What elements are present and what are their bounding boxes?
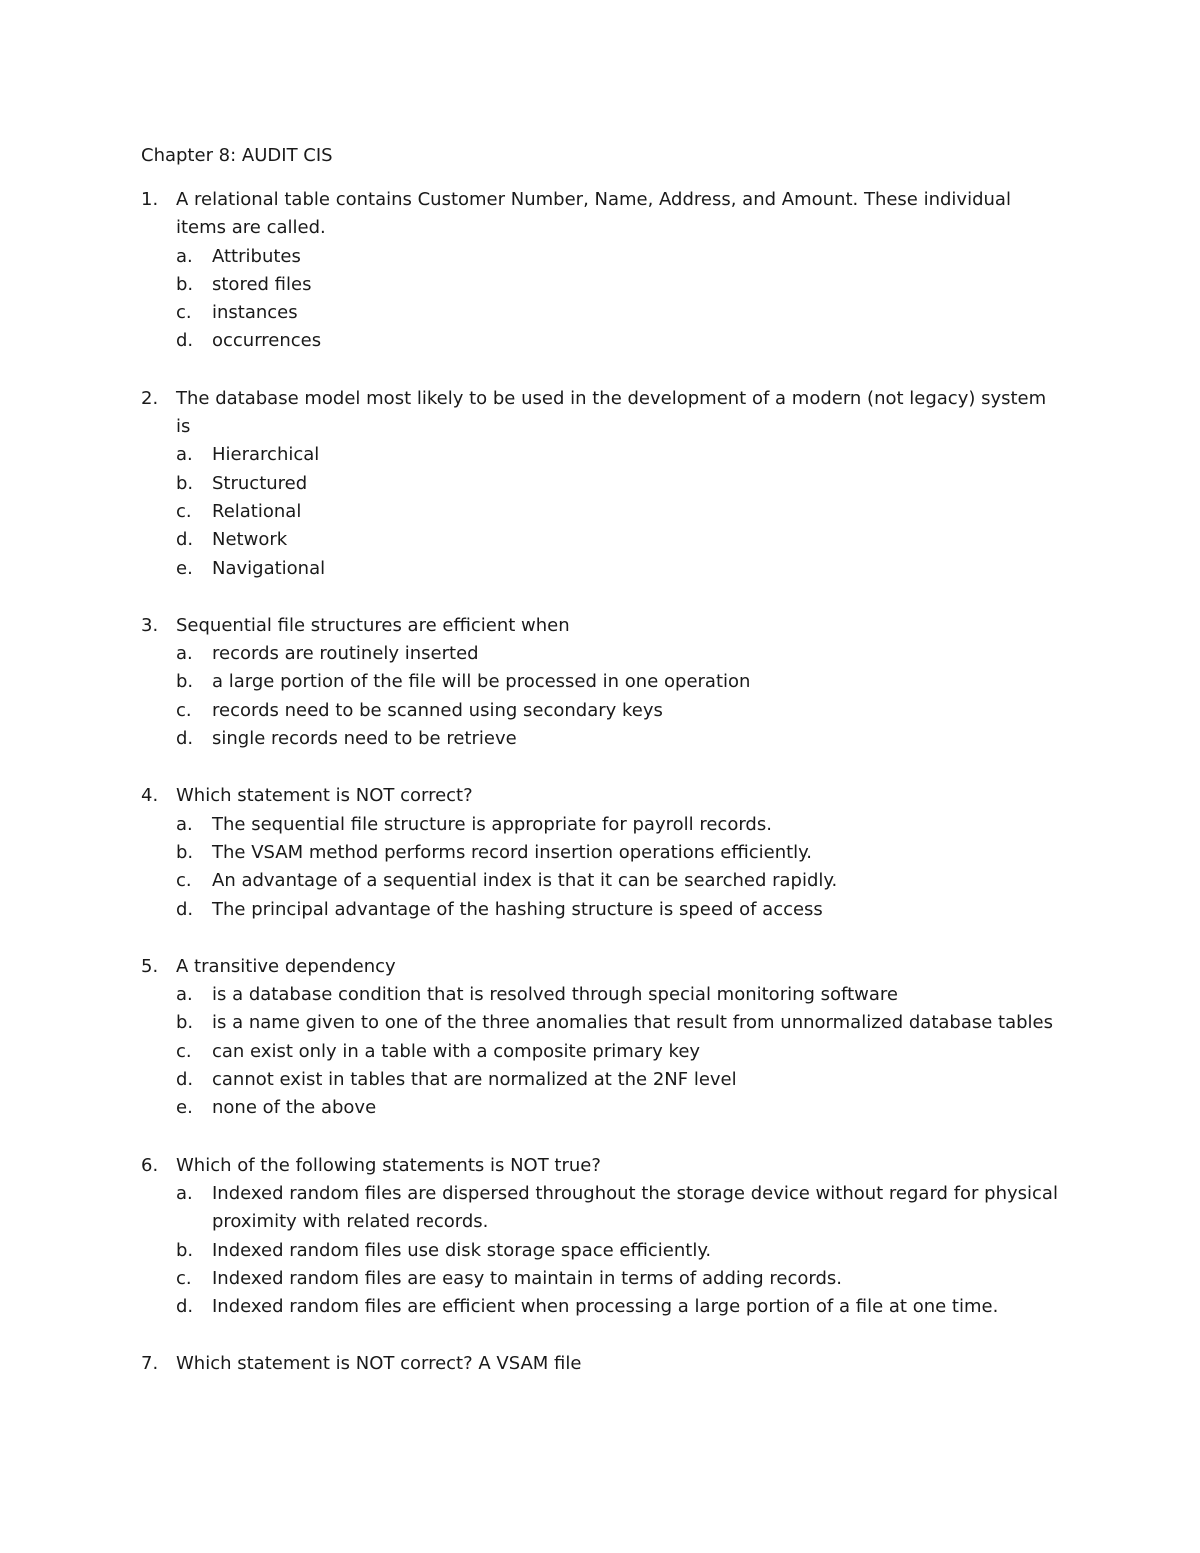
option-text: Network	[212, 529, 288, 551]
question-text: Sequential file structures are efficient when	[176, 614, 570, 636]
option-text: The VSAM method performs record insertion operations efficiently.	[212, 841, 812, 863]
question-number: 1.	[141, 189, 159, 210]
question-text: Which of the following statements is NOT true?	[176, 1154, 601, 1176]
answer-option	[176, 839, 1061, 867]
answer-option	[176, 555, 1061, 583]
answer-option	[176, 1066, 1061, 1094]
option-text: single records need to be retrieve	[212, 728, 517, 750]
answer-option	[176, 271, 1061, 299]
option-letter: a.	[176, 643, 193, 665]
answer-option	[176, 981, 1061, 1009]
option-letter: d.	[176, 1296, 194, 1318]
option-letter: e.	[176, 557, 193, 579]
option-letter: b.	[176, 671, 194, 693]
option-text: Attributes	[212, 245, 301, 267]
option-letter: a.	[176, 1182, 193, 1204]
question-number: 6.	[141, 1154, 159, 1176]
answer-option	[176, 1180, 1061, 1237]
answer-option	[176, 668, 1061, 696]
document-title: Chapter 8: AUDIT CIS	[141, 145, 333, 166]
option-text: none of the above	[212, 1097, 377, 1119]
option-text: is a name given to one of the three anomalies that result from unnormalized database tables	[212, 1012, 1054, 1034]
answer-option	[176, 1293, 1061, 1321]
question-item	[141, 612, 1061, 753]
option-letter: d.	[176, 898, 194, 920]
option-text: can exist only in a table with a composite primary key	[212, 1040, 701, 1062]
answer-option	[176, 1237, 1061, 1265]
option-text: Indexed random files are efficient when processing a large portion of a file at one time.	[212, 1296, 999, 1318]
question-text: Which statement is NOT correct?	[176, 785, 473, 807]
answer-option	[176, 1038, 1061, 1066]
question-item	[141, 953, 1061, 1123]
option-letter: a.	[176, 984, 193, 1006]
question-item	[141, 186, 1061, 356]
option-text: is a database condition that is resolved through special monitoring software	[212, 984, 898, 1006]
option-text: Navigational	[212, 557, 326, 579]
option-list	[176, 1180, 1061, 1321]
answer-option	[176, 1009, 1061, 1037]
answer-option	[176, 526, 1061, 554]
answer-option	[176, 498, 1061, 526]
answer-option	[176, 1094, 1061, 1122]
option-letter: d.	[176, 330, 194, 352]
question-item	[141, 1350, 1061, 1378]
option-letter: a.	[176, 813, 193, 835]
option-letter: a.	[176, 444, 193, 466]
answer-option	[176, 811, 1061, 839]
option-letter: b.	[176, 841, 194, 863]
option-text: Hierarchical	[212, 444, 320, 466]
option-letter: b.	[176, 1012, 194, 1034]
option-letter: c.	[176, 870, 192, 892]
option-letter: d.	[176, 1069, 194, 1091]
option-text: An advantage of a sequential index is that it can be searched rapidly.	[212, 870, 838, 892]
question-text: The database model most likely to be used in the development of a modern (not legacy) system is	[176, 387, 1047, 438]
answer-option	[176, 299, 1061, 327]
option-text: records are routinely inserted	[212, 643, 479, 665]
option-letter: d.	[176, 529, 194, 551]
answer-option	[176, 725, 1061, 753]
option-text: Indexed random files are easy to maintain in terms of adding records.	[212, 1267, 843, 1289]
option-text: cannot exist in tables that are normalized at the 2NF level	[212, 1069, 737, 1091]
option-letter: c.	[176, 1040, 192, 1062]
option-letter: c.	[176, 500, 192, 522]
option-letter: d.	[176, 728, 194, 750]
option-letter: b.	[176, 472, 194, 494]
answer-option	[176, 697, 1061, 725]
question-number: 7.	[141, 1353, 159, 1375]
option-text: instances	[212, 302, 298, 324]
question-number: 4.	[141, 785, 159, 807]
option-list	[176, 811, 1061, 924]
option-letter: c.	[176, 1267, 192, 1289]
answer-option	[176, 441, 1061, 469]
option-text: Structured	[212, 472, 308, 494]
option-text: Relational	[212, 500, 302, 522]
question-text: A relational table contains Customer Number, Name, Address, and Amount. These individual items are called.	[176, 189, 1011, 239]
option-letter: a.	[176, 245, 193, 267]
answer-option	[176, 327, 1061, 355]
option-text: occurrences	[212, 330, 322, 352]
option-text: a large portion of the file will be processed in one operation	[212, 671, 751, 693]
question-item	[141, 385, 1061, 583]
option-letter: e.	[176, 1097, 193, 1119]
option-list	[176, 640, 1061, 753]
answer-option	[176, 470, 1061, 498]
option-list	[176, 981, 1061, 1122]
option-text: The sequential file structure is appropriate for payroll records.	[212, 813, 772, 835]
option-text: Indexed random files use disk storage space efficiently.	[212, 1239, 712, 1261]
option-text: The principal advantage of the hashing structure is speed of access	[212, 898, 823, 920]
option-letter: c.	[176, 699, 192, 721]
question-number: 3.	[141, 614, 159, 636]
option-letter: b.	[176, 1239, 194, 1261]
option-text: Indexed random files are dispersed throughout the storage device without regard for physical proximity with related records.	[212, 1182, 1058, 1233]
option-list	[176, 441, 1061, 582]
question-item	[141, 1152, 1061, 1322]
answer-option	[176, 243, 1061, 271]
option-letter: b.	[176, 273, 194, 295]
question-list	[141, 186, 1061, 1408]
question-number: 5.	[141, 955, 159, 977]
answer-option	[176, 896, 1061, 924]
question-text: A transitive dependency	[176, 955, 396, 977]
answer-option	[176, 867, 1061, 895]
option-list	[176, 243, 1061, 356]
option-text: records need to be scanned using secondary keys	[212, 699, 663, 721]
answer-option	[176, 1265, 1061, 1293]
option-letter: c.	[176, 302, 192, 324]
answer-option	[176, 640, 1061, 668]
question-item	[141, 782, 1061, 923]
option-text: stored files	[212, 273, 312, 295]
question-text: Which statement is NOT correct? A VSAM file	[176, 1353, 582, 1375]
question-number: 2.	[141, 387, 159, 409]
